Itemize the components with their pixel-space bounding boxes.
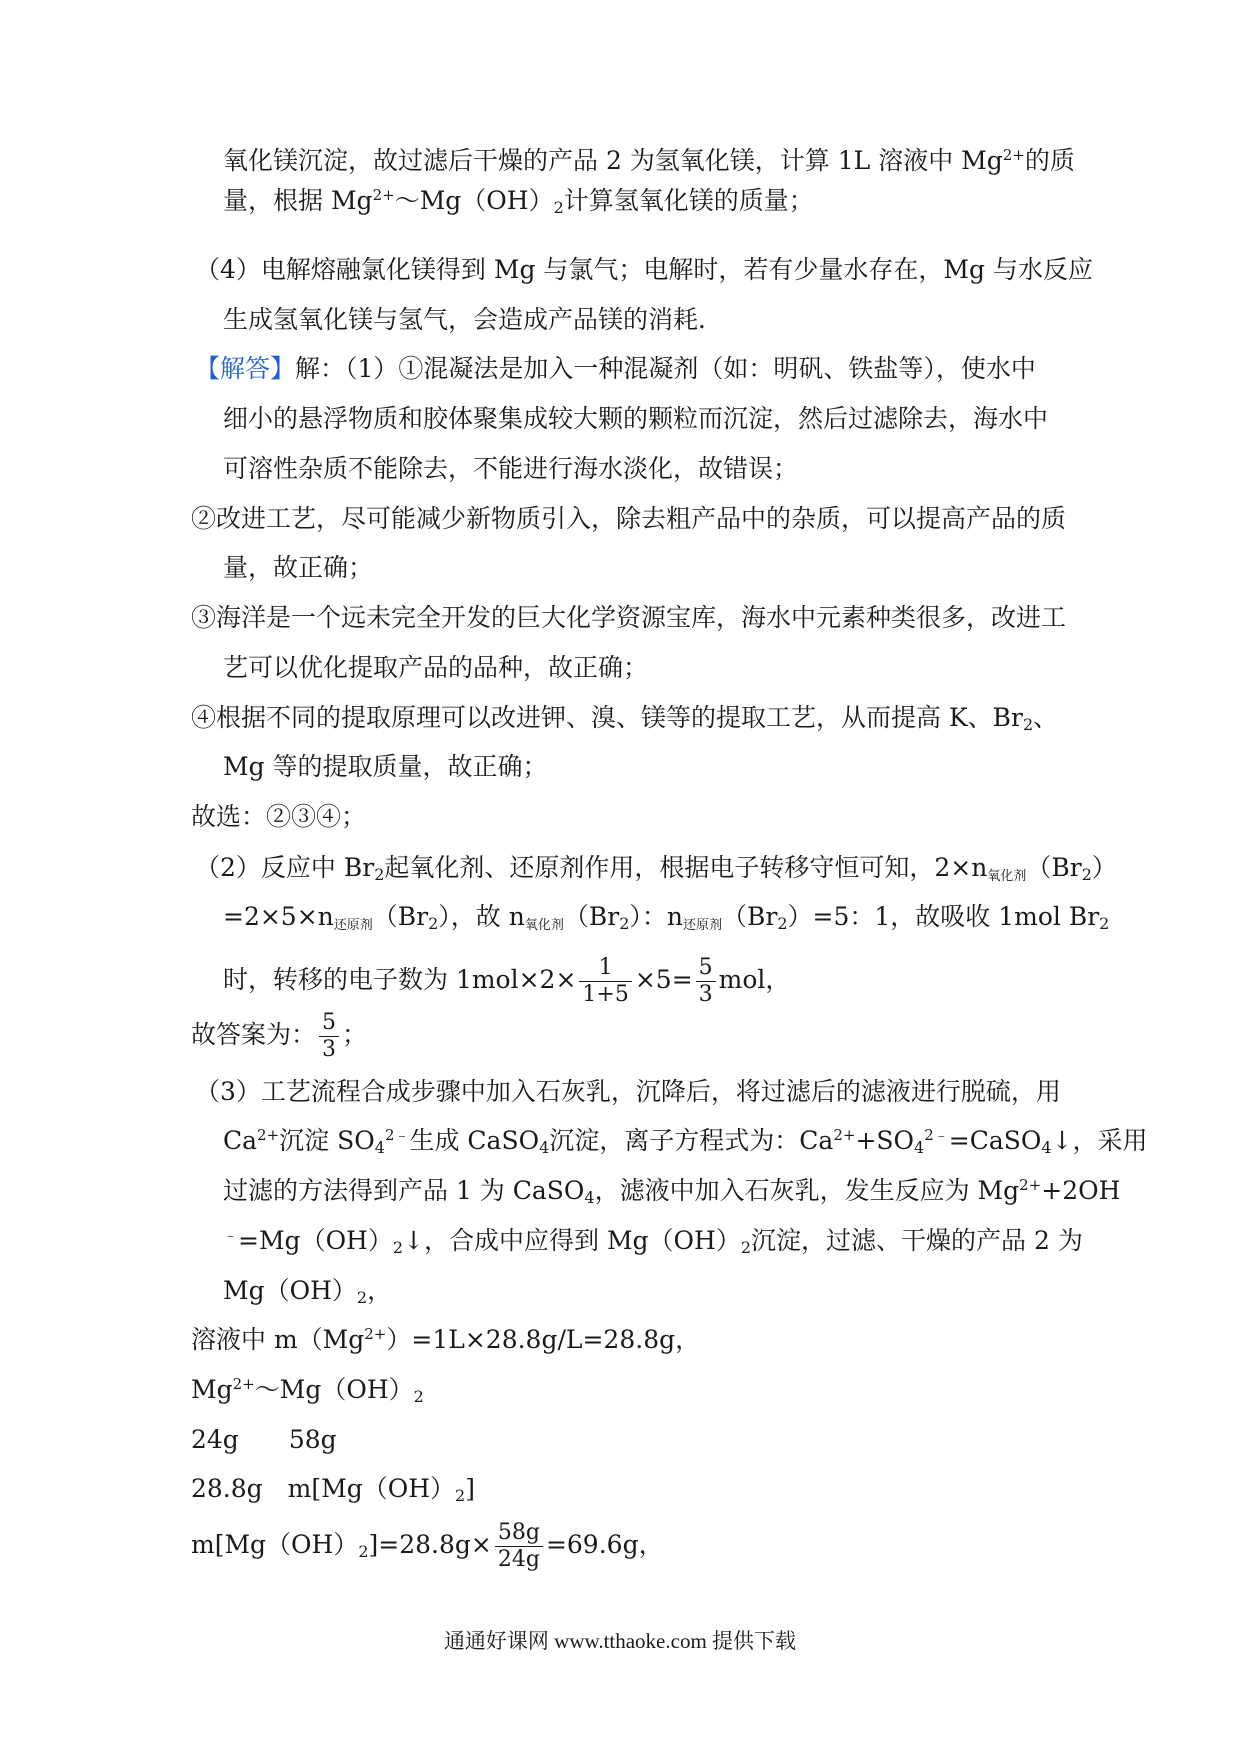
text-line xyxy=(223,750,548,784)
text-line xyxy=(191,1373,424,1407)
subscript: 2 xyxy=(777,914,788,933)
subscript: 4 xyxy=(539,1138,550,1157)
superscript: 2+ xyxy=(1002,146,1025,164)
denominator: 1+5 xyxy=(582,982,629,1007)
text-line xyxy=(191,1000,367,1070)
text-line xyxy=(195,352,1036,386)
text: 的质 xyxy=(1024,146,1075,175)
text-line xyxy=(191,800,366,834)
text: Ca xyxy=(223,1126,258,1155)
text-line xyxy=(191,502,1066,536)
text: +2OH xyxy=(1041,1176,1121,1205)
subscript: 2 xyxy=(428,914,439,933)
subscript: 4 xyxy=(584,1188,595,1207)
text: 过滤的方法得到产品 1 为 CaSO xyxy=(223,1176,585,1205)
text: 故选：②③④； xyxy=(191,802,367,831)
text: 量，故正确； xyxy=(223,553,374,582)
numerator: 1 xyxy=(579,957,631,982)
text-line xyxy=(195,1075,1061,1109)
subscript: 2 xyxy=(1081,865,1092,884)
numerator: 5 xyxy=(696,957,716,982)
text-line xyxy=(223,1174,1120,1208)
superscript: 2+ xyxy=(232,1375,255,1393)
text: ③海洋是一个远未完全开发的巨大化学资源宝库，海水中元素种类很多，改进工 xyxy=(191,603,1067,632)
text-line xyxy=(223,551,373,585)
text: 故答案为： xyxy=(191,1020,317,1049)
text: ），故 n xyxy=(438,902,525,931)
text: mol， xyxy=(718,965,791,994)
text: （Br xyxy=(1026,853,1082,882)
text: （Br xyxy=(563,902,620,931)
superscript: ﹣ xyxy=(223,1226,239,1244)
fraction xyxy=(319,1012,339,1061)
fraction xyxy=(579,957,631,1006)
text: 生成 CaSO xyxy=(409,1126,540,1155)
text: ，滤液中加入石灰乳，发生反应为 Mg xyxy=(594,1176,1020,1205)
text: ～Mg（OH） xyxy=(254,1375,414,1404)
subscript: 2 xyxy=(553,198,564,217)
superscript: 2+ xyxy=(1019,1176,1042,1194)
superscript: 2+ xyxy=(257,1126,280,1144)
subscript-label: 还原剂 xyxy=(333,918,373,933)
text: Mg xyxy=(191,1375,233,1404)
fraction xyxy=(495,1522,543,1571)
text-line xyxy=(191,1472,475,1506)
subscript: 2 xyxy=(356,1288,368,1307)
text-line xyxy=(191,1510,664,1580)
subscript: 2 xyxy=(1099,914,1110,933)
text: Mg（OH） xyxy=(223,1276,357,1305)
subscript: 4 xyxy=(914,1138,925,1157)
text: （Br xyxy=(372,902,429,931)
superscript: 2﹣ xyxy=(384,1126,410,1144)
text: 氧化镁沉淀，故过滤后干燥的产品 2 为氢氧化镁，计算 1L 溶液中 Mg xyxy=(223,146,1003,175)
text: 沉淀，过滤、干燥的产品 2 为 xyxy=(751,1226,1083,1255)
text: ）=1L×28.8g/L=28.8g， xyxy=(386,1325,701,1354)
answer-tag: 【解答】 xyxy=(195,354,296,383)
text: =Mg（OH） xyxy=(238,1226,393,1255)
text: ， xyxy=(367,1276,393,1305)
subscript: 2 xyxy=(619,914,630,933)
text: ]=28.8g× xyxy=(368,1530,492,1559)
text: ×5= xyxy=(634,965,693,994)
subscript: 2 xyxy=(740,1238,752,1257)
text: 计算氢氧化镁的质量； xyxy=(563,186,814,215)
text: ～Mg（OH） xyxy=(394,186,554,215)
denominator: 3 xyxy=(698,982,713,1007)
text: 时，转移的电子数为 1mol×2× xyxy=(223,965,577,994)
denominator: 3 xyxy=(322,1037,337,1062)
text-line xyxy=(195,851,1117,885)
fraction xyxy=(696,957,716,1006)
text-line xyxy=(191,1423,337,1457)
subscript: 4 xyxy=(1041,1138,1052,1157)
subscript: 2 xyxy=(1022,715,1034,734)
text: 细小的悬浮物质和胶体聚集成较大颗的颗粒而沉淀，然后过滤除去，海水中 xyxy=(223,404,1049,433)
text-line xyxy=(223,1224,1083,1258)
subscript: 2 xyxy=(358,1542,369,1561)
text: （2）反应中 Br xyxy=(195,853,375,882)
text-line xyxy=(223,402,1048,436)
text: 沉淀 SO xyxy=(279,1126,375,1155)
subscript: 2 xyxy=(413,1387,424,1406)
text: ）：n xyxy=(629,902,683,931)
text: ] xyxy=(465,1474,475,1503)
text-line xyxy=(223,144,1075,178)
text: （Br xyxy=(722,902,778,931)
superscript: 2﹣ xyxy=(924,1126,949,1144)
text: 生成氢氧化镁与氢气，会造成产品镁的消耗． xyxy=(223,305,724,334)
text-line xyxy=(223,184,814,218)
text: ； xyxy=(342,1020,368,1049)
text: m[Mg（OH） xyxy=(191,1530,359,1559)
text: 沉淀，离子方程式为：Ca xyxy=(549,1126,834,1155)
text-line xyxy=(223,900,1109,934)
superscript: 2+ xyxy=(372,186,395,204)
text-line xyxy=(195,253,1093,287)
text-line xyxy=(223,1274,392,1308)
text: 、 xyxy=(1033,703,1059,732)
text-line xyxy=(191,601,1066,635)
denominator: 24g xyxy=(497,1547,540,1572)
subscript: 4 xyxy=(374,1138,385,1157)
superscript: 2+ xyxy=(833,1126,856,1144)
text-line xyxy=(191,701,1058,735)
subscript: 2 xyxy=(392,1238,404,1257)
superscript: 2+ xyxy=(364,1325,387,1343)
numerator: 5 xyxy=(319,1012,339,1037)
text: ②改进工艺，尽可能减少新物质引入，除去粗产品中的杂质，可以提高产品的质 xyxy=(191,504,1067,533)
text: 溶液中 m（Mg xyxy=(191,1325,365,1354)
subscript: 2 xyxy=(374,865,385,884)
text: ④根据不同的提取原理可以改进钾、溴、镁等的提取工艺，从而提高 K、Br xyxy=(191,703,1023,732)
text-line xyxy=(223,651,648,685)
text: +SO xyxy=(855,1126,915,1155)
text: 24g 58g xyxy=(191,1425,337,1454)
text-line xyxy=(223,1124,1148,1158)
subscript-label: 氧化剂 xyxy=(987,869,1027,884)
text-line xyxy=(223,452,798,486)
text: Mg 等的提取质量，故正确； xyxy=(223,752,548,781)
text: 艺可以优化提取产品的品种，故正确； xyxy=(223,653,649,682)
text-line xyxy=(191,1323,700,1357)
text: ↓，合成中应得到 Mg（OH） xyxy=(403,1226,741,1255)
text: ）=5：1，故吸收 1mol Br xyxy=(787,902,1100,931)
text: 起氧化剂、还原剂作用，根据电子转移守恒可知，2×n xyxy=(384,853,988,882)
text: 解：（1）①混凝法是加入一种混凝剂（如：明矾、铁盐等），使水中 xyxy=(295,354,1036,383)
text: （3）工艺流程合成步骤中加入石灰乳，沉降后，将过滤后的滤液进行脱硫，用 xyxy=(195,1077,1061,1106)
text: 量，根据 Mg xyxy=(223,186,373,215)
text: =2×5×n xyxy=(223,902,334,931)
text-line xyxy=(223,303,723,337)
text: 可溶性杂质不能除去，不能进行海水淡化，故错误； xyxy=(223,454,799,483)
text: ↓，采用 xyxy=(1051,1126,1148,1155)
subscript: 2 xyxy=(455,1486,466,1505)
text: =CaSO xyxy=(948,1126,1042,1155)
page-footer: 通通好课网 www.tthaoke.com 提供下载 xyxy=(443,1629,797,1653)
subscript-label: 氧化剂 xyxy=(524,918,564,933)
text: =69.6g， xyxy=(545,1530,664,1559)
text: ） xyxy=(1091,853,1117,882)
text: （4）电解熔融氯化镁得到 Mg 与氯气；电解时，若有少量水存在，Mg 与水反应 xyxy=(195,255,1093,284)
text: 28.8g m[Mg（OH） xyxy=(191,1474,456,1503)
subscript-label: 还原剂 xyxy=(683,918,723,933)
numerator: 58g xyxy=(495,1522,543,1547)
